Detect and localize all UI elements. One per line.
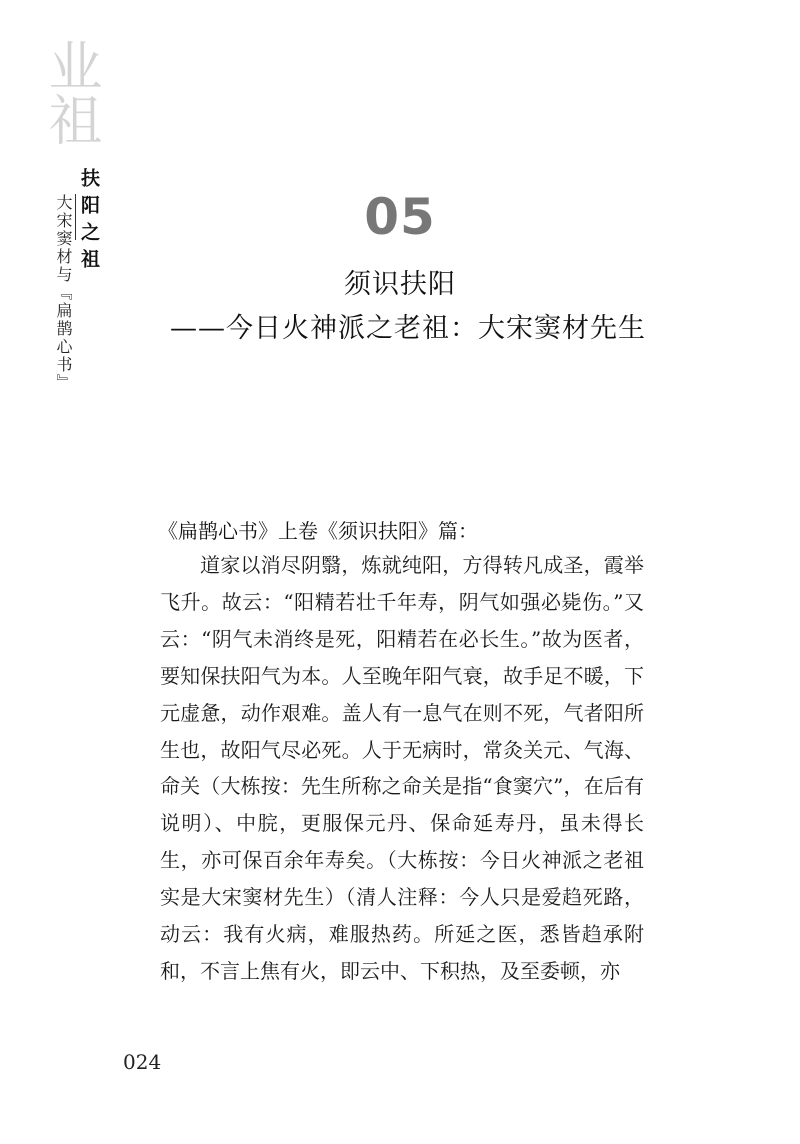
chapter-number: 05 <box>364 188 436 246</box>
page-number: 024 <box>123 1050 162 1074</box>
section-heading: 《扁鹊心书》上卷《须识扶阳》篇： <box>158 519 478 543</box>
body-paragraph: 道家以消尽阴翳，炼就纯阳，方得转凡成圣，霞举飞升。故云：“阳精若壮千年寿，阴气如强必毙伤。”又云：“阴气未消终是死，阳精若在必长生。”故为医者，要知保扶阳气为本。人至晚年阳气衰，故手足不暖，下元虚惫，动作艰难。盖人有一息气在则不死，气者阳所生也，故阳气尽必死。人于无病时，常灸关元、气海、命关（大栋按：先生所称之命关是指“食窦穴”，在后有说明）、中脘，更服保元丹、保命延寿丹，虽未得长生，亦可保百余年寿矣。（大栋按：今日火神派之老祖实是大宋窦材先生）（清人注释：今人只是爱趋死路，动云：我有火病，难服热药。所延之医，悉皆趋承附和，不言上焦有火，即云中、下积热，及至委顿，亦 <box>160 553 644 983</box>
running-title-main: 扶阳之祖 <box>78 168 100 276</box>
chapter-title: 须识扶阳 <box>344 269 456 300</box>
running-title-sub: 大宋窦材与『扁鹊心书』 <box>54 194 73 392</box>
chapter-subtitle: ——今日火神派之老祖：大宋窦材先生 <box>170 313 646 344</box>
side-decorative-characters: 业祖 <box>40 38 103 146</box>
